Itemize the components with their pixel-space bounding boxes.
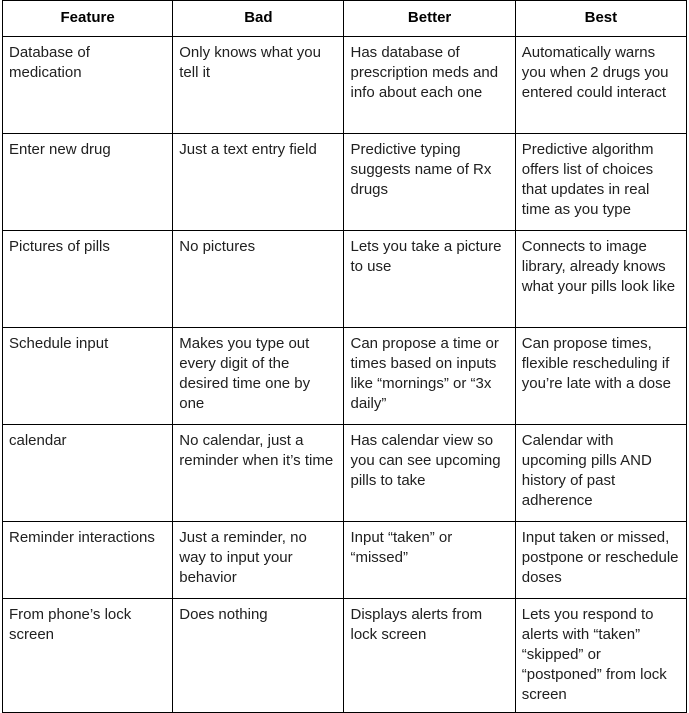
cell-better: Lets you take a picture to use	[344, 231, 515, 328]
cell-best: Calendar with upcoming pills AND history of past adherence	[515, 425, 686, 522]
table-row	[3, 522, 687, 599]
header-feature: Feature	[3, 1, 173, 37]
cell-better: Input “taken” or “missed”	[344, 522, 515, 599]
cell-feature: Schedule input	[3, 328, 173, 425]
cell-bad: No calendar, just a reminder when it’s time	[173, 425, 344, 522]
cell-bad: No pictures	[173, 231, 344, 328]
header-best: Best	[515, 1, 686, 37]
table-row	[3, 599, 687, 713]
header-bad: Bad	[173, 1, 344, 37]
cell-better: Displays alerts from lock screen	[344, 599, 515, 713]
cell-best: Connects to image library, already knows what your pills look like	[515, 231, 686, 328]
table-row	[3, 37, 687, 134]
header-row	[3, 1, 687, 37]
cell-feature: Pictures of pills	[3, 231, 173, 328]
cell-best: Predictive algorithm offers list of choices that updates in real time as you type	[515, 134, 686, 231]
cell-better: Has database of prescription meds and info about each one	[344, 37, 515, 134]
cell-better: Predictive typing suggests name of Rx drugs	[344, 134, 515, 231]
cell-bad: Just a reminder, no way to input your behavior	[173, 522, 344, 599]
cell-feature: Enter new drug	[3, 134, 173, 231]
cell-feature: Reminder interactions	[3, 522, 173, 599]
header-better: Better	[344, 1, 515, 37]
cell-better: Can propose a time or times based on inputs like “mornings” or “3x daily”	[344, 328, 515, 425]
table-row	[3, 328, 687, 425]
cell-bad: Just a text entry field	[173, 134, 344, 231]
cell-best: Lets you respond to alerts with “taken” “skipped” or “postponed” from lock screen	[515, 599, 686, 713]
table-row	[3, 231, 687, 328]
cell-feature: From phone’s lock screen	[3, 599, 173, 713]
cell-better: Has calendar view so you can see upcoming pills to take	[344, 425, 515, 522]
table-row	[3, 134, 687, 231]
feature-comparison-table	[2, 0, 687, 713]
cell-best: Can propose times, flexible rescheduling if you’re late with a dose	[515, 328, 686, 425]
cell-bad: Only knows what you tell it	[173, 37, 344, 134]
cell-bad: Makes you type out every digit of the desired time one by one	[173, 328, 344, 425]
cell-bad: Does nothing	[173, 599, 344, 713]
cell-best: Automatically warns you when 2 drugs you entered could interact	[515, 37, 686, 134]
cell-feature: Database of medication	[3, 37, 173, 134]
cell-feature: calendar	[3, 425, 173, 522]
cell-best: Input taken or missed, postpone or reschedule doses	[515, 522, 686, 599]
table-row	[3, 425, 687, 522]
